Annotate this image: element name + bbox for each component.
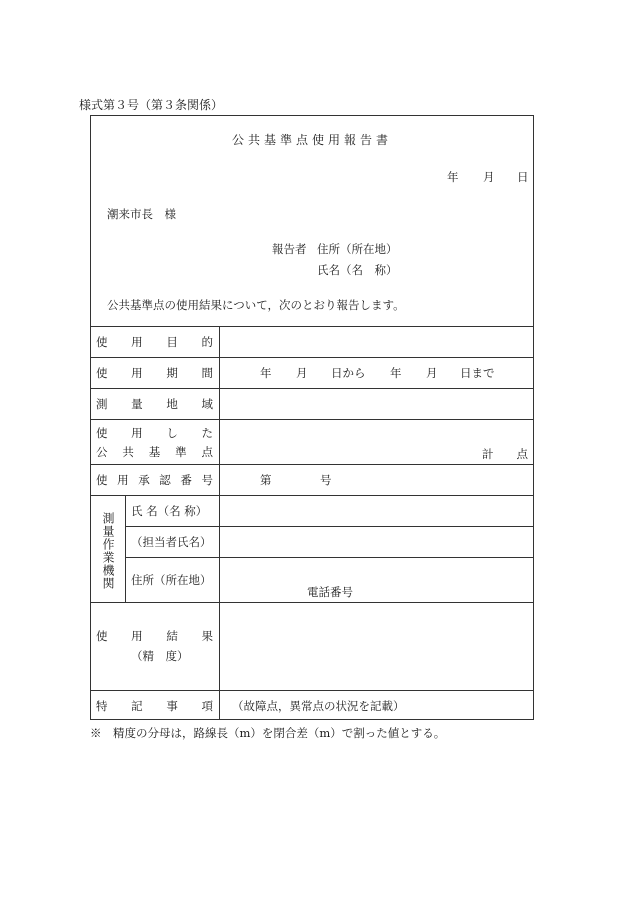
survey-area-label: 測 量 地 域	[96, 397, 213, 411]
table-rule	[125, 526, 534, 527]
reporter-name-label: 氏名（名 称）	[317, 263, 398, 277]
table-rule	[90, 326, 534, 327]
survey-org-label: 測量作業機関	[101, 512, 115, 590]
org-column-rule	[125, 495, 126, 602]
table-rule	[90, 495, 534, 496]
date-year-label: 年	[447, 170, 459, 184]
remarks-hint: （故障点，異常点の状況を記載）	[232, 699, 405, 713]
points-used-label-line2: 公 共 基 準 点	[96, 445, 213, 459]
table-rule	[90, 419, 534, 420]
org-name-label: 氏 名（名 称）	[131, 504, 208, 518]
table-rule	[90, 464, 534, 465]
org-person-label: （担当者氏名）	[131, 535, 212, 549]
table-rule	[90, 357, 534, 358]
remarks-label: 特 記 事 項	[96, 699, 213, 713]
table-rule	[90, 388, 534, 389]
period-end-day: 日まで	[460, 366, 495, 380]
period-end-month: 月	[426, 366, 438, 380]
org-address-label: 住所（所在地）	[131, 573, 212, 587]
period-start-month: 月	[296, 366, 308, 380]
approval-number-label: 使 用 承 認 番 号	[96, 473, 213, 487]
form-id: 様式第３号（第３条関係）	[79, 98, 224, 112]
table-rule	[90, 690, 534, 691]
points-used-label-line1: 使 用 し た	[96, 426, 213, 440]
org-phone-label: 電話番号	[307, 585, 353, 599]
intro-text: 公共基準点の使用結果について，次のとおり報告します。	[107, 298, 405, 312]
footnote: ※ 精度の分母は，路線長（m）を閉合差（m）で割った値とする。	[90, 726, 446, 740]
period-start-year: 年	[260, 366, 272, 380]
table-rule	[90, 602, 534, 603]
result-sub-label: （精 度）	[131, 649, 189, 663]
period-start-day: 日から	[331, 366, 366, 380]
approval-number-suffix: 号	[320, 473, 332, 487]
date-day-label: 日	[517, 170, 529, 184]
form-title: 公共基準点使用報告書	[231, 133, 392, 147]
reporter-label: 報告者	[272, 242, 307, 256]
addressee: 潮来市長 様	[107, 207, 176, 221]
table-rule	[125, 557, 534, 558]
purpose-label: 使 用 目 的	[96, 335, 213, 349]
period-end-year: 年	[390, 366, 402, 380]
points-total: 計 点	[482, 447, 528, 461]
approval-number-prefix: 第	[260, 473, 272, 487]
label-column-rule	[219, 326, 220, 720]
period-label: 使 用 期 間	[96, 366, 213, 380]
date-month-label: 月	[483, 170, 495, 184]
result-label: 使 用 結 果	[96, 629, 213, 643]
reporter-address-label: 住所（所在地）	[317, 242, 398, 256]
